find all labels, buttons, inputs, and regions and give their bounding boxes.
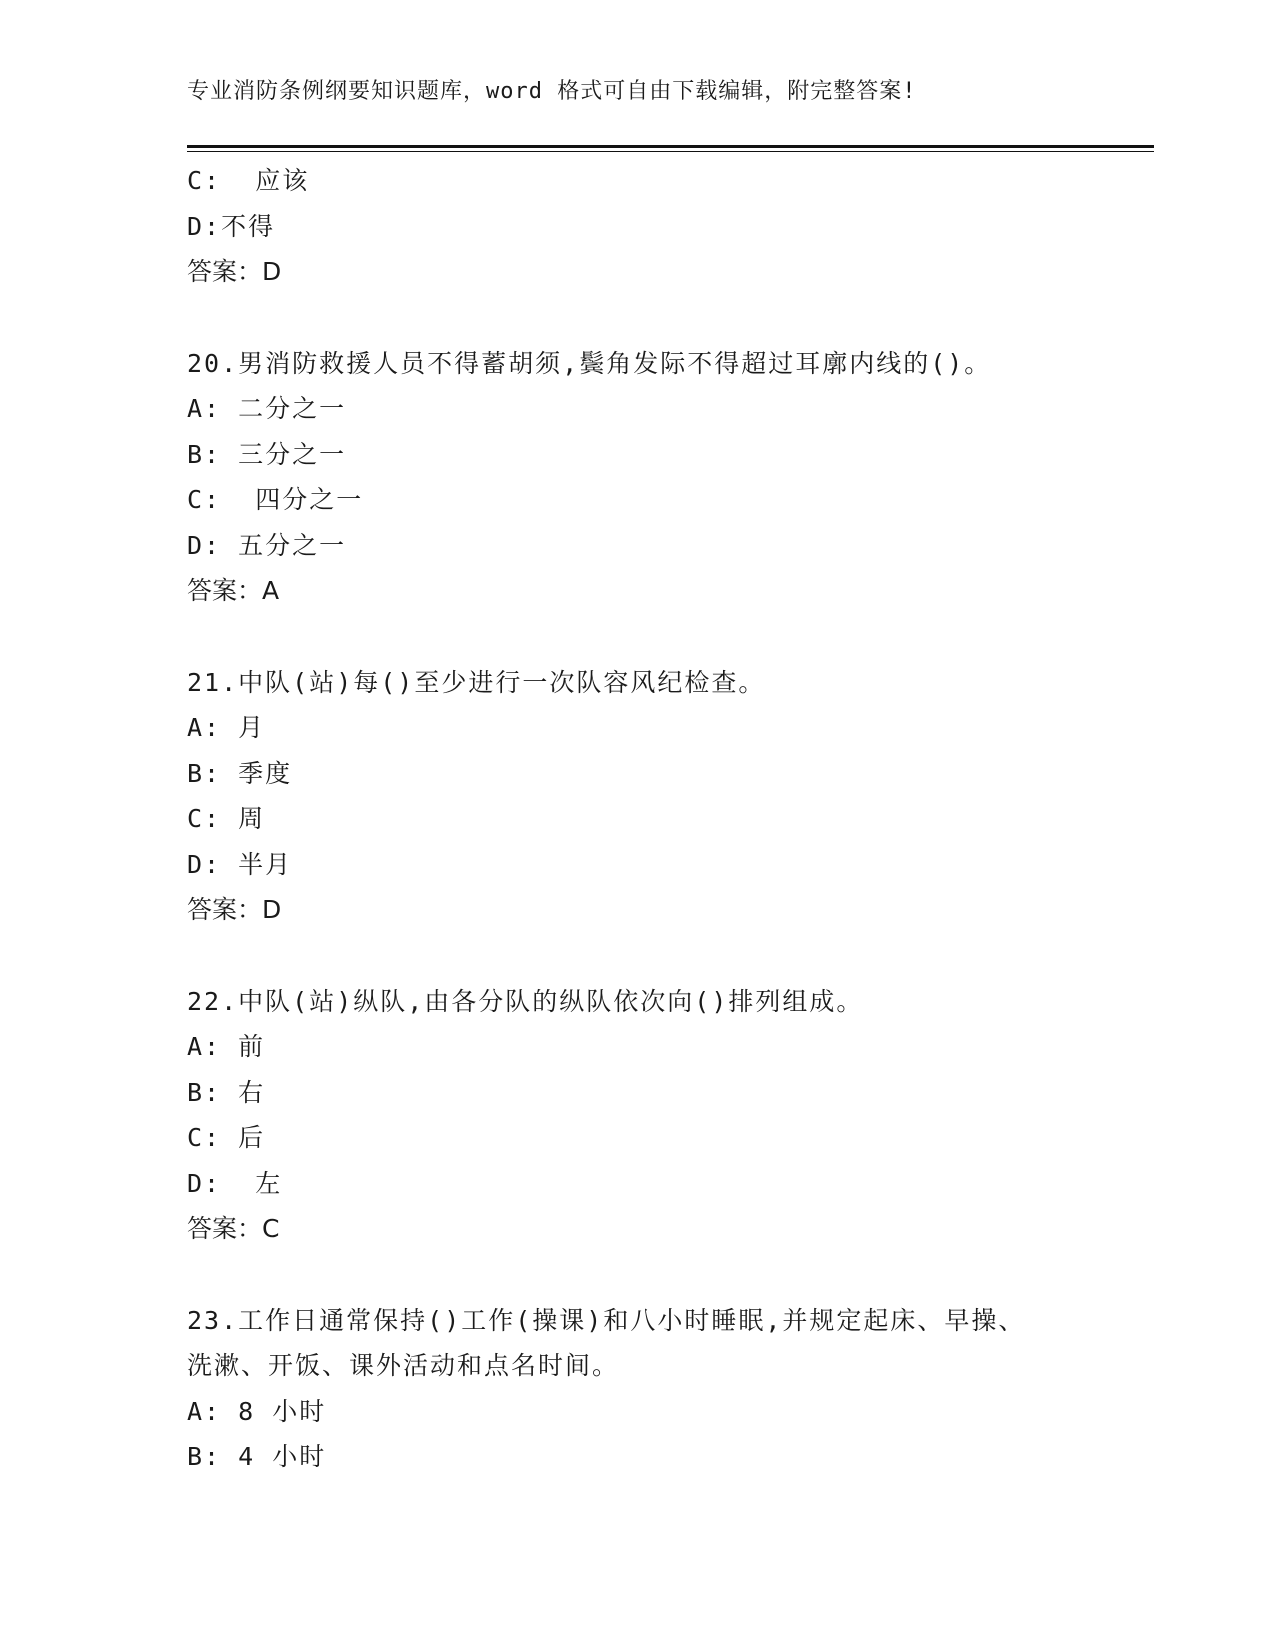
question-stem-continued: 洗漱、开饭、课外活动和点名时间。 <box>187 1351 620 1380</box>
option-a: A: 8 小时 <box>187 1396 327 1426</box>
question-stem: 21.中队(站)每()至少进行一次队容风纪检查。 <box>187 667 766 697</box>
question-stem: 23.工作日通常保持()工作(操课)和八小时睡眠,并规定起床、早操、 <box>187 1305 1026 1335</box>
option-c: C: 应该 <box>187 166 310 195</box>
option-a: A: 月 <box>187 713 266 742</box>
option-d: D: 左 <box>187 1168 283 1198</box>
question-stem: 22.中队(站)纵队,由各分队的纵队依次向()排列组成。 <box>187 986 864 1016</box>
header-rule-thin <box>187 151 1154 152</box>
option-a: A: 前 <box>187 1032 266 1061</box>
option-c: C: 后 <box>187 1123 266 1152</box>
option-d: D: 半月 <box>187 849 293 879</box>
question-list <box>187 158 1087 1480</box>
option-b: B: 季度 <box>187 758 293 788</box>
option-b: B: 三分之一 <box>187 439 347 469</box>
page-header: 专业消防条例纲要知识题库，word 格式可自由下载编辑，附完整答案! <box>187 79 917 104</box>
option-b: B: 4 小时 <box>187 1442 327 1471</box>
option-d: D: 五分之一 <box>187 530 347 560</box>
header-rule-thick <box>187 145 1154 148</box>
question-stem: 20.男消防救援人员不得蓄胡须,鬓角发际不得超过耳廓内线的()。 <box>187 348 992 378</box>
option-a: A: 二分之一 <box>187 394 347 423</box>
answer-line: 答案：D <box>187 895 282 924</box>
answer-line: 答案：D <box>187 257 282 286</box>
option-b: B: 右 <box>187 1077 266 1107</box>
option-c: C: 周 <box>187 804 266 833</box>
option-d: D:不得 <box>187 211 276 241</box>
answer-line: 答案：A <box>187 576 280 605</box>
answer-line: 答案：C <box>187 1214 280 1243</box>
option-c: C: 四分之一 <box>187 485 364 514</box>
